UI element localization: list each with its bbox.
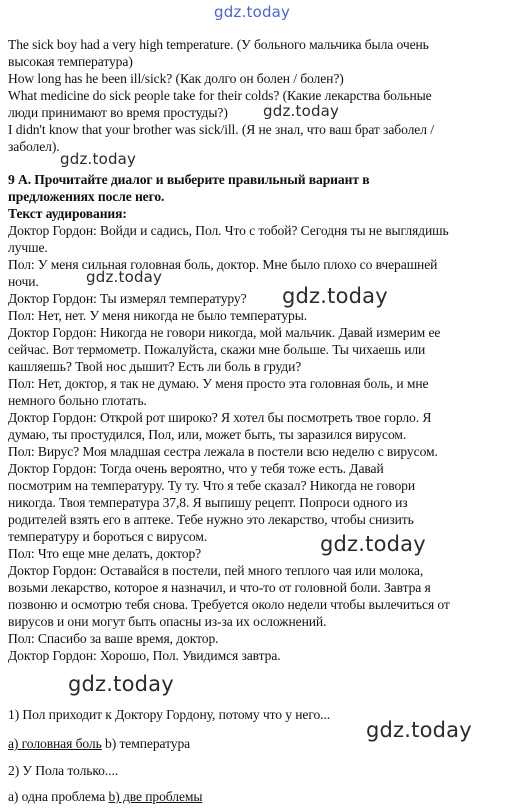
- intro-line: What medicine do sick people take for their colds? (Какие лекарства больные: [8, 88, 432, 103]
- dialogue-line: никогда. Твоя температура 37,8. Я выпишу рецепт. Попроси одного из: [8, 495, 408, 510]
- option-a-answer: а) головная боль: [8, 736, 102, 751]
- intro-line: The sick boy had a very high temperature. (У больного мальчика была очень: [8, 37, 429, 52]
- dialogue-line: Доктор Гордон: Никогда не говори никогда, мой мальчик. Давай измерим ее: [8, 325, 441, 340]
- intro-line: I didn't know that your brother was sick/ill. (Я не знал, что ваш брат заболел /: [8, 122, 434, 137]
- dialogue-line: кашляешь? Твой нос дышит? Есть ли боль в груди?: [8, 359, 302, 374]
- dialogue-line: Пол: Что еще мне делать, доктор?: [8, 546, 202, 561]
- dialogue-line: думаю, ты простудился, Пол, или, может быть, ты заразился вирусом.: [8, 427, 407, 442]
- watermark-logo: gdz.today: [366, 718, 472, 742]
- option-a: а) одна проблема: [8, 789, 106, 804]
- question-text: 1) Пол приходит к Доктору Гордону, потому что у него...: [8, 707, 331, 722]
- dialogue-line: Пол: Вирус? Моя младшая сестра лежала в постели всю неделю с вирусом.: [8, 444, 438, 459]
- dialogue-line: посмотрим на температуру. Ту ту. Что я тебе сказал? Никогда не говори: [8, 478, 416, 493]
- dialogue-line: лучше.: [8, 240, 48, 255]
- dialogue-line: Доктор Гордон: Открой рот широко? Я хотел бы посмотреть твое горло. Я: [8, 410, 432, 425]
- watermark-logo: gdz.today: [60, 150, 137, 168]
- dialogue-line: Пол: Нет, нет. У меня никогда не было температуры.: [8, 308, 308, 323]
- watermark-logo: gdz.today: [68, 672, 174, 696]
- dialogue-line: возьми лекарство, которое я назначил, и что-то от головной боли. Завтра я: [8, 580, 431, 595]
- dialogue-line: температуру и бороться с вирусом.: [8, 529, 208, 544]
- option-b-answer: b) две проблемы: [108, 789, 203, 804]
- watermark-logo: gdz.today: [320, 532, 426, 556]
- dialogue-line: Доктор Гордон: Тогда очень вероятно, что у тебя тоже есть. Давай: [8, 461, 384, 476]
- question-options: [8, 735, 190, 752]
- option-b: b) температура: [105, 736, 191, 751]
- task-heading: предложениях после него.: [8, 189, 165, 204]
- intro-line: люди принимают во время простуды?): [8, 105, 228, 120]
- dialogue-line: вирусов и они могут быть опасны из-за их осложнений.: [8, 614, 327, 629]
- dialogue-line: позвоню и осмотрю тебя снова. Требуется около недели чтобы вылечиться от: [8, 597, 450, 612]
- intro-line: заболел).: [8, 139, 60, 154]
- task-heading: 9 А. Прочитайте диалог и выберите правильный вариант в: [8, 172, 370, 187]
- watermark-logo: gdz.today: [86, 268, 163, 286]
- dialogue-line: немного больно глотать.: [8, 393, 147, 408]
- dialogue-line: ночи.: [8, 274, 39, 289]
- dialogue-line: сейчас. Вот термометр. Пожалуйста, скажи мне больше. Ты чихаешь или: [8, 342, 426, 357]
- dialogue-line: Доктор Гордон: Оставайся в постели, пей много теплого чая или молока,: [8, 563, 424, 578]
- dialogue-line: Пол: У меня сильная головная боль, доктор. Мне было плохо со вчерашней: [8, 257, 438, 272]
- watermark-logo: gdz.today: [282, 284, 388, 308]
- watermark-logo: gdz.today: [263, 102, 340, 120]
- dialogue-line: Доктор Гордон: Войди и садись, Пол. Что с тобой? Сегодня ты не выглядишь: [8, 223, 449, 238]
- intro-line: высокая температура): [8, 54, 133, 69]
- dialogue-line: Доктор Гордон: Хорошо, Пол. Увидимся завтра.: [8, 648, 281, 663]
- task-subheading: Текст аудирования:: [8, 206, 127, 221]
- question-text: 2) У Пола только....: [8, 763, 119, 778]
- question-options: [8, 788, 202, 805]
- dialogue-line: Пол: Спасибо за ваше время, доктор.: [8, 631, 219, 646]
- dialogue-line: родителей взять его в аптеке. Тебе нужно это лекарство, чтобы снизить: [8, 512, 414, 527]
- dialogue-line: Пол: Нет, доктор, я так не думаю. У меня просто эта головная боль, и мне: [8, 376, 429, 391]
- dialogue-line: Доктор Гордон: Ты измерял температуру?: [8, 291, 247, 306]
- intro-line: How long has he been ill/sick? (Как долго он болен / болен?): [8, 71, 344, 86]
- watermark-logo: gdz.today: [214, 3, 291, 21]
